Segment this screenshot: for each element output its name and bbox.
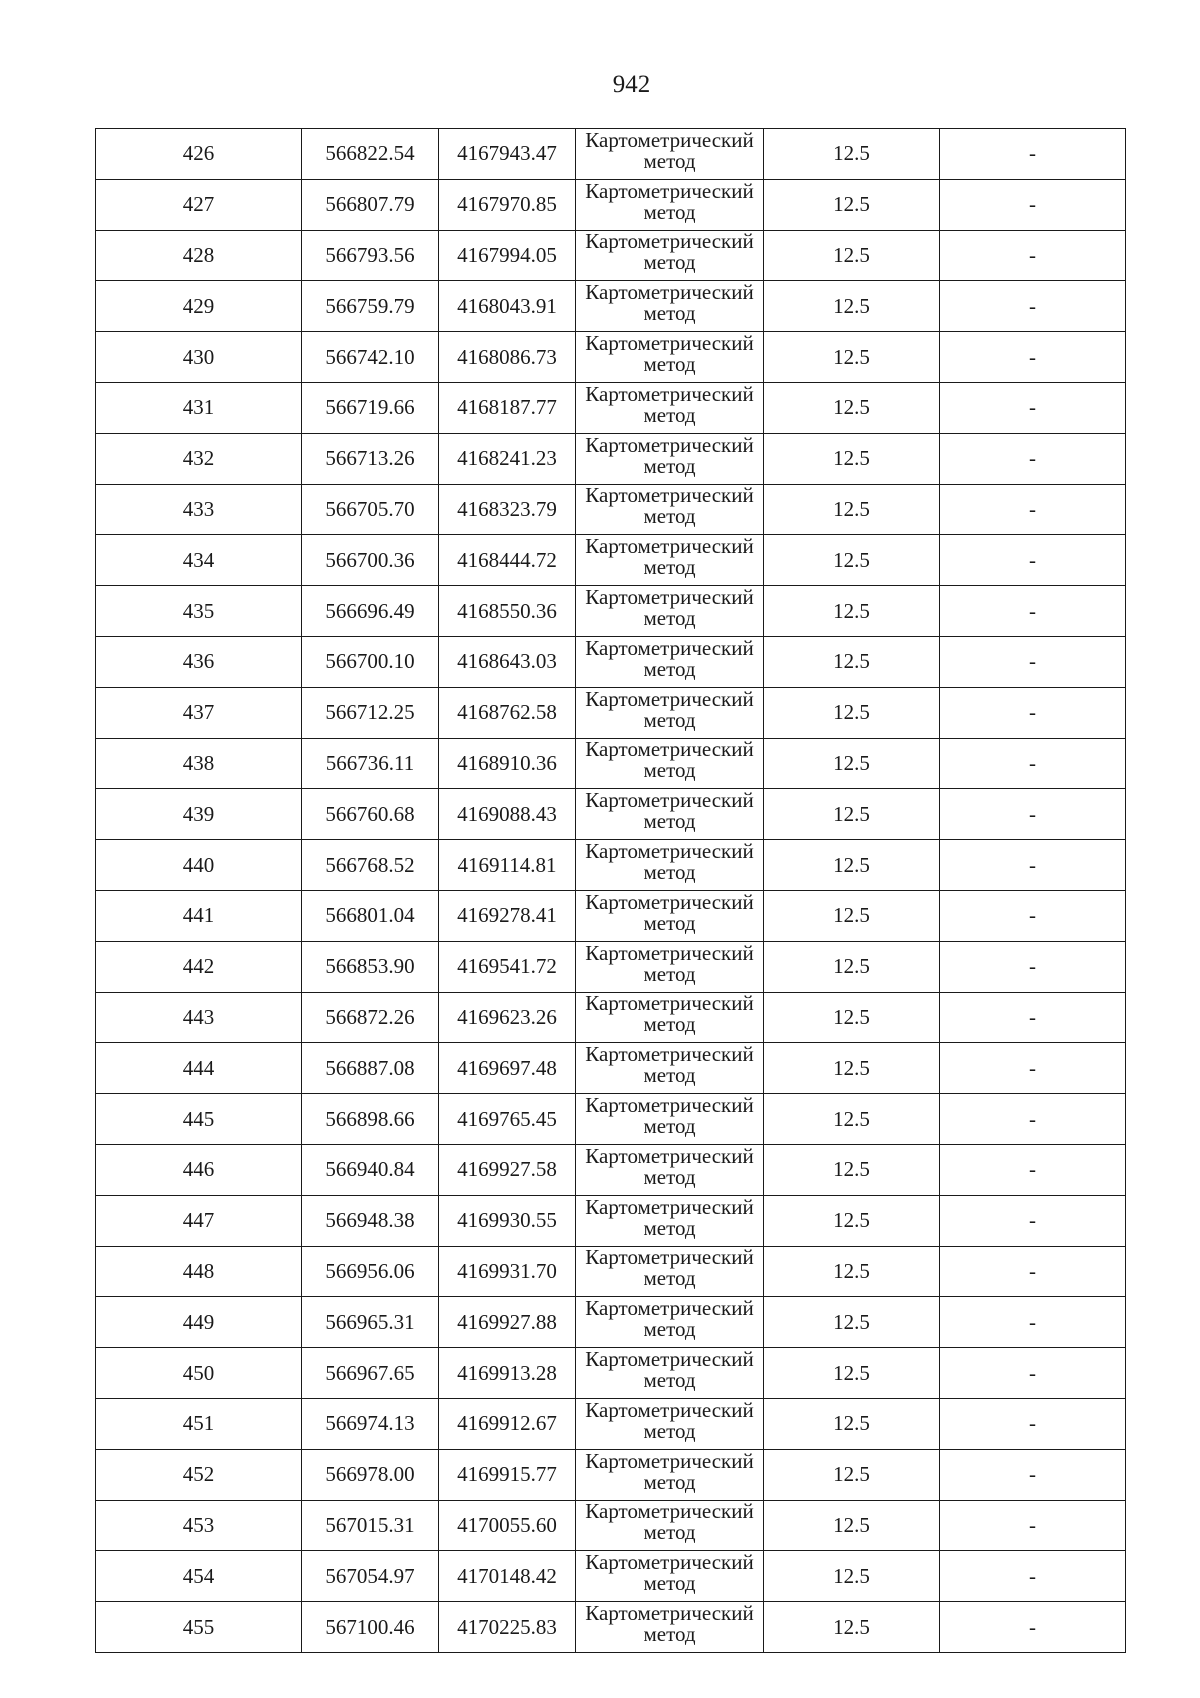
note-cell: - (940, 789, 1126, 840)
method-cell (576, 1348, 764, 1399)
accuracy-cell: 12.5 (764, 281, 940, 332)
method-line-2: метод (643, 301, 696, 326)
method-line-2: метод (643, 656, 696, 681)
accuracy-cell: 12.5 (764, 535, 940, 586)
note-cell: - (940, 738, 1126, 789)
method-line-1: Картометрический (585, 1601, 754, 1625)
table-row (96, 992, 1126, 1043)
method-cell (576, 941, 764, 992)
method-cell (576, 687, 764, 738)
x-coordinate-cell: 566713.26 (302, 433, 439, 484)
note-cell: - (940, 484, 1126, 535)
y-coordinate-cell: 4167994.05 (439, 230, 576, 281)
y-coordinate-cell: 4169541.72 (439, 941, 576, 992)
method-line-1: Картометрический (585, 382, 754, 406)
method-line-2: метод (643, 1012, 696, 1037)
note-cell: - (940, 382, 1126, 433)
note-cell: - (940, 586, 1126, 637)
method-line-1: Картометрический (585, 941, 754, 965)
method-line-2: метод (643, 1571, 696, 1596)
accuracy-cell: 12.5 (764, 1500, 940, 1551)
x-coordinate-cell: 566801.04 (302, 890, 439, 941)
note-cell: - (940, 636, 1126, 687)
table-row (96, 636, 1126, 687)
method-line-2: метод (643, 1520, 696, 1545)
point-number-cell: 435 (96, 586, 302, 637)
y-coordinate-cell: 4168550.36 (439, 586, 576, 637)
accuracy-cell: 12.5 (764, 1246, 940, 1297)
accuracy-cell: 12.5 (764, 230, 940, 281)
point-number-cell: 446 (96, 1144, 302, 1195)
table-row (96, 1449, 1126, 1500)
method-line-2: метод (643, 148, 696, 173)
note-cell: - (940, 1398, 1126, 1449)
accuracy-cell: 12.5 (764, 382, 940, 433)
x-coordinate-cell: 566967.65 (302, 1348, 439, 1399)
table-row (96, 586, 1126, 637)
point-number-cell: 443 (96, 992, 302, 1043)
point-number-cell: 434 (96, 535, 302, 586)
note-cell: - (940, 941, 1126, 992)
note-cell: - (940, 1195, 1126, 1246)
method-line-2: метод (643, 606, 696, 631)
point-number-cell: 430 (96, 332, 302, 383)
table-row (96, 1043, 1126, 1094)
accuracy-cell: 12.5 (764, 840, 940, 891)
method-cell (576, 1144, 764, 1195)
method-line-1: Картометрический (585, 788, 754, 813)
y-coordinate-cell: 4167943.47 (439, 129, 576, 180)
method-line-2: метод (643, 1368, 696, 1393)
method-line-2: метод (643, 1215, 696, 1240)
method-line-2: метод (643, 555, 696, 580)
point-number-cell: 438 (96, 738, 302, 789)
accuracy-cell: 12.5 (764, 1195, 940, 1246)
point-number-cell: 452 (96, 1449, 302, 1500)
method-cell (576, 332, 764, 383)
y-coordinate-cell: 4169930.55 (439, 1195, 576, 1246)
table-row (96, 484, 1126, 535)
y-coordinate-cell: 4170148.42 (439, 1551, 576, 1602)
method-line-1: Картометрический (585, 1246, 754, 1270)
point-number-cell: 439 (96, 789, 302, 840)
method-line-1: Картометрический (585, 280, 754, 305)
note-cell: - (940, 890, 1126, 941)
method-line-1: Картометрический (585, 585, 754, 610)
table-row (96, 230, 1126, 281)
y-coordinate-cell: 4168762.58 (439, 687, 576, 738)
method-cell (576, 636, 764, 687)
method-cell (576, 281, 764, 332)
note-cell: - (940, 535, 1126, 586)
x-coordinate-cell: 566948.38 (302, 1195, 439, 1246)
method-line-2: метод (643, 250, 696, 275)
x-coordinate-cell: 566700.36 (302, 535, 439, 586)
method-line-1: Картометрический (585, 230, 754, 254)
method-cell (576, 1500, 764, 1551)
method-line-2: метод (643, 1114, 696, 1139)
point-number-cell: 450 (96, 1348, 302, 1399)
method-line-1: Картометрический (585, 534, 754, 559)
note-cell: - (940, 433, 1126, 484)
method-line-1: Картометрический (585, 1500, 754, 1524)
accuracy-cell: 12.5 (764, 484, 940, 535)
table-row (96, 738, 1126, 789)
x-coordinate-cell: 566760.68 (302, 789, 439, 840)
method-line-2: метод (643, 1266, 696, 1291)
method-line-2: метод (643, 504, 696, 529)
point-number-cell: 453 (96, 1500, 302, 1551)
accuracy-cell: 12.5 (764, 1297, 940, 1348)
method-line-2: метод (643, 1317, 696, 1342)
note-cell: - (940, 1602, 1126, 1653)
note-cell: - (940, 687, 1126, 738)
method-line-1: Картометрический (585, 1195, 754, 1219)
method-line-2: метод (643, 1622, 696, 1646)
y-coordinate-cell: 4169623.26 (439, 992, 576, 1043)
y-coordinate-cell: 4169931.70 (439, 1246, 576, 1297)
y-coordinate-cell: 4169913.28 (439, 1348, 576, 1399)
point-number-cell: 428 (96, 230, 302, 281)
point-number-cell: 442 (96, 941, 302, 992)
table-row (96, 1297, 1126, 1348)
x-coordinate-cell: 566853.90 (302, 941, 439, 992)
method-line-2: метод (643, 199, 696, 224)
method-cell (576, 433, 764, 484)
table-row (96, 1144, 1126, 1195)
y-coordinate-cell: 4170225.83 (439, 1602, 576, 1653)
table-row (96, 382, 1126, 433)
accuracy-cell: 12.5 (764, 738, 940, 789)
y-coordinate-cell: 4169765.45 (439, 1094, 576, 1145)
accuracy-cell: 12.5 (764, 179, 940, 230)
x-coordinate-cell: 566759.79 (302, 281, 439, 332)
x-coordinate-cell: 566768.52 (302, 840, 439, 891)
y-coordinate-cell: 4169114.81 (439, 840, 576, 891)
x-coordinate-cell: 566872.26 (302, 992, 439, 1043)
method-line-1: Картометрический (585, 1347, 754, 1372)
note-cell: - (940, 1094, 1126, 1145)
note-cell: - (940, 992, 1126, 1043)
note-cell: - (940, 332, 1126, 383)
table-row (96, 789, 1126, 840)
method-line-1: Картометрический (585, 179, 754, 203)
method-line-2: метод (643, 809, 696, 834)
table-row (96, 332, 1126, 383)
table-row (96, 1246, 1126, 1297)
x-coordinate-cell: 566898.66 (302, 1094, 439, 1145)
method-line-1: Картометрический (585, 890, 754, 914)
point-number-cell: 429 (96, 281, 302, 332)
x-coordinate-cell: 566978.00 (302, 1449, 439, 1500)
accuracy-cell: 12.5 (764, 1043, 940, 1094)
point-number-cell: 441 (96, 890, 302, 941)
accuracy-cell: 12.5 (764, 1602, 940, 1653)
x-coordinate-cell: 566705.70 (302, 484, 439, 535)
method-cell (576, 840, 764, 891)
note-cell: - (940, 129, 1126, 180)
method-line-2: метод (643, 1469, 696, 1494)
point-number-cell: 455 (96, 1602, 302, 1653)
accuracy-cell: 12.5 (764, 890, 940, 941)
point-number-cell: 448 (96, 1246, 302, 1297)
method-line-1: Картометрический (585, 1398, 754, 1422)
note-cell: - (940, 1297, 1126, 1348)
y-coordinate-cell: 4168086.73 (439, 332, 576, 383)
y-coordinate-cell: 4168241.23 (439, 433, 576, 484)
accuracy-cell: 12.5 (764, 687, 940, 738)
x-coordinate-cell: 566940.84 (302, 1144, 439, 1195)
table-row (96, 1094, 1126, 1145)
method-cell (576, 1398, 764, 1449)
y-coordinate-cell: 4169697.48 (439, 1043, 576, 1094)
method-cell (576, 789, 764, 840)
method-cell (576, 230, 764, 281)
method-line-2: метод (643, 758, 696, 783)
note-cell: - (940, 1043, 1126, 1094)
x-coordinate-cell: 567015.31 (302, 1500, 439, 1551)
table-row (96, 1195, 1126, 1246)
accuracy-cell: 12.5 (764, 586, 940, 637)
table-row (96, 1500, 1126, 1551)
method-cell (576, 586, 764, 637)
y-coordinate-cell: 4169915.77 (439, 1449, 576, 1500)
point-number-cell: 433 (96, 484, 302, 535)
table-row (96, 1348, 1126, 1399)
y-coordinate-cell: 4168643.03 (439, 636, 576, 687)
method-cell (576, 1043, 764, 1094)
page-number: 942 (612, 71, 651, 98)
note-cell: - (940, 179, 1126, 230)
point-number-cell: 440 (96, 840, 302, 891)
accuracy-cell: 12.5 (764, 992, 940, 1043)
accuracy-cell: 12.5 (764, 129, 940, 180)
accuracy-cell: 12.5 (764, 1551, 940, 1602)
x-coordinate-cell: 566719.66 (302, 382, 439, 433)
table-row (96, 129, 1126, 180)
point-number-cell: 449 (96, 1297, 302, 1348)
coordinates-table (95, 128, 1126, 1653)
table-row (96, 281, 1126, 332)
y-coordinate-cell: 4169088.43 (439, 789, 576, 840)
x-coordinate-cell: 566736.11 (302, 738, 439, 789)
method-line-1: Картометрический (585, 433, 754, 457)
method-cell (576, 992, 764, 1043)
x-coordinate-cell: 566887.08 (302, 1043, 439, 1094)
y-coordinate-cell: 4169278.41 (439, 890, 576, 941)
method-line-1: Картометрический (585, 1550, 754, 1575)
table-row (96, 433, 1126, 484)
x-coordinate-cell: 566712.25 (302, 687, 439, 738)
point-number-cell: 436 (96, 636, 302, 687)
accuracy-cell: 12.5 (764, 433, 940, 484)
point-number-cell: 426 (96, 129, 302, 180)
method-line-1: Картометрический (585, 1449, 754, 1473)
point-number-cell: 451 (96, 1398, 302, 1449)
x-coordinate-cell: 567100.46 (302, 1602, 439, 1653)
note-cell: - (940, 1500, 1126, 1551)
table-row (96, 535, 1126, 586)
note-cell: - (940, 1246, 1126, 1297)
point-number-cell: 431 (96, 382, 302, 433)
x-coordinate-cell: 566700.10 (302, 636, 439, 687)
method-line-1: Картометрический (585, 738, 754, 762)
x-coordinate-cell: 566793.56 (302, 230, 439, 281)
note-cell: - (940, 1348, 1126, 1399)
x-coordinate-cell: 566965.31 (302, 1297, 439, 1348)
method-line-2: метод (643, 910, 696, 935)
note-cell: - (940, 281, 1126, 332)
method-cell (576, 738, 764, 789)
y-coordinate-cell: 4168187.77 (439, 382, 576, 433)
method-cell (576, 179, 764, 230)
x-coordinate-cell: 566807.79 (302, 179, 439, 230)
y-coordinate-cell: 4168444.72 (439, 535, 576, 586)
accuracy-cell: 12.5 (764, 1144, 940, 1195)
y-coordinate-cell: 4168043.91 (439, 281, 576, 332)
method-cell (576, 1195, 764, 1246)
method-line-2: метод (643, 1063, 696, 1088)
y-coordinate-cell: 4169912.67 (439, 1398, 576, 1449)
y-coordinate-cell: 4170055.60 (439, 1500, 576, 1551)
method-line-2: метод (643, 1164, 696, 1189)
x-coordinate-cell: 566974.13 (302, 1398, 439, 1449)
x-coordinate-cell: 566956.06 (302, 1246, 439, 1297)
note-cell: - (940, 1144, 1126, 1195)
method-line-1: Картометрический (585, 1144, 754, 1168)
table-row (96, 840, 1126, 891)
method-line-1: Картометрический (585, 331, 754, 356)
method-line-1: Картометрический (585, 1093, 754, 1118)
method-line-2: метод (643, 402, 696, 427)
note-cell: - (940, 230, 1126, 281)
table-row (96, 687, 1126, 738)
method-cell (576, 382, 764, 433)
table-row (96, 1602, 1126, 1653)
accuracy-cell: 12.5 (764, 332, 940, 383)
method-cell (576, 890, 764, 941)
method-line-1: Картометрический (585, 128, 754, 152)
method-line-1: Картометрический (585, 636, 754, 660)
method-line-2: метод (643, 707, 696, 732)
method-line-2: метод (643, 453, 696, 478)
method-line-2: метод (643, 860, 696, 885)
table-row (96, 179, 1126, 230)
method-cell (576, 1094, 764, 1145)
point-number-cell: 454 (96, 1551, 302, 1602)
method-line-1: Картометрический (585, 484, 754, 508)
method-cell (576, 1246, 764, 1297)
point-number-cell: 427 (96, 179, 302, 230)
method-line-2: метод (643, 961, 696, 986)
method-cell (576, 535, 764, 586)
method-cell (576, 129, 764, 180)
method-cell (576, 1449, 764, 1500)
method-line-1: Картометрический (585, 1042, 754, 1067)
method-line-1: Картометрический (585, 839, 754, 864)
x-coordinate-cell: 567054.97 (302, 1551, 439, 1602)
accuracy-cell: 12.5 (764, 1348, 940, 1399)
y-coordinate-cell: 4168910.36 (439, 738, 576, 789)
note-cell: - (940, 840, 1126, 891)
method-line-2: метод (643, 352, 696, 377)
accuracy-cell: 12.5 (764, 1398, 940, 1449)
method-line-2: метод (643, 1418, 696, 1443)
table-body (96, 129, 1126, 1653)
method-line-1: Картометрический (585, 1296, 754, 1321)
method-line-1: Картометрический (585, 687, 754, 711)
accuracy-cell: 12.5 (764, 789, 940, 840)
point-number-cell: 445 (96, 1094, 302, 1145)
x-coordinate-cell: 566696.49 (302, 586, 439, 637)
point-number-cell: 444 (96, 1043, 302, 1094)
note-cell: - (940, 1449, 1126, 1500)
method-cell (576, 484, 764, 535)
table-row (96, 890, 1126, 941)
method-cell (576, 1297, 764, 1348)
accuracy-cell: 12.5 (764, 636, 940, 687)
method-cell (576, 1551, 764, 1602)
y-coordinate-cell: 4169927.58 (439, 1144, 576, 1195)
point-number-cell: 447 (96, 1195, 302, 1246)
x-coordinate-cell: 566742.10 (302, 332, 439, 383)
y-coordinate-cell: 4167970.85 (439, 179, 576, 230)
point-number-cell: 437 (96, 687, 302, 738)
y-coordinate-cell: 4169927.88 (439, 1297, 576, 1348)
accuracy-cell: 12.5 (764, 1449, 940, 1500)
x-coordinate-cell: 566822.54 (302, 129, 439, 180)
method-cell (576, 1602, 764, 1653)
accuracy-cell: 12.5 (764, 1094, 940, 1145)
accuracy-cell: 12.5 (764, 941, 940, 992)
table-row (96, 941, 1126, 992)
note-cell: - (940, 1551, 1126, 1602)
table-row (96, 1398, 1126, 1449)
method-line-1: Картометрический (585, 992, 754, 1016)
table-row (96, 1551, 1126, 1602)
point-number-cell: 432 (96, 433, 302, 484)
y-coordinate-cell: 4168323.79 (439, 484, 576, 535)
